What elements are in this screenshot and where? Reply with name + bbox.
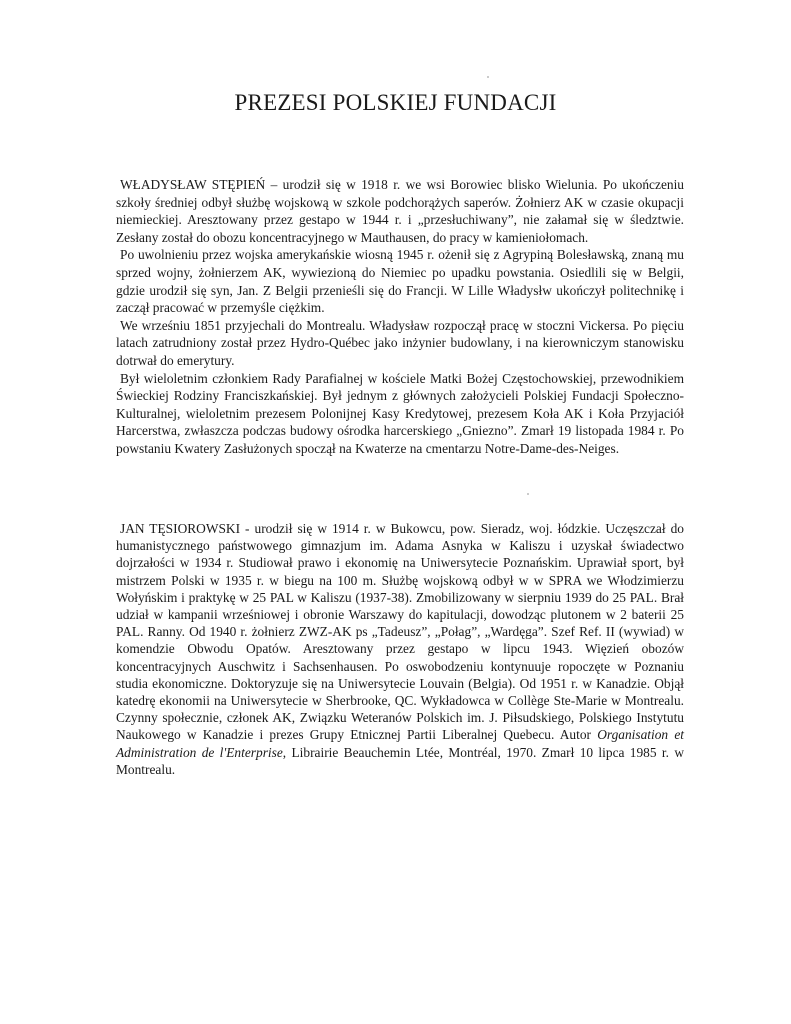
bio-paragraph: Po uwolnieniu przez wojska amerykańskie wiosną 1945 r. ożenił się z Agrypiną Bolesławską, znaną mu sprzed wojny, żołnierzem AK, wywiezioną do Niemiec po upadku powstania. Osiedlili się w Belgii, gdzie urodził się syn, Jan. Z Belgii przenieśli się do Francji. W Lille Władysłw ukończył politechnikę i zaczął pracować w przemyśle ciężkim. [116,247,684,316]
person-name: WŁADYSŁAW STĘPIEŃ [120,177,266,192]
bio-paragraph: Był wieloletnim członkiem Rady Parafialnej w kościele Matki Bożej Częstochowskiej, przewodnikiem Świeckiej Rodziny Franciszkańskiej. Był jednym z głównych założycieli Polskiej Fundacji Społeczno-Kulturalnej, wieloletnim prezesem Polonijnej Kasy Kredytowej, prezesem Koła AK i Koła Przyjaciół Harcerstwa, zwłaszcza podczas budowy ośrodka harcerskiego „Gniezno”. Zmarł 19 listopada 1984 r. Po powstaniu Kwatery Zasłużonych spoczął na Kwaterze na cmentarzu Notre-Dame-des-Neiges. [116,370,684,456]
bio-paragraph: JAN TĘSIOROWSKI - urodził się w 1914 r. w Bukowcu, pow. Sieradz, woj. łódzkie. Uczęszczał do humanistycznego państwowego gimnazjum im. Adama Asnyka w Kaliszu i uzyskał świadectwo dojrzałości w 1934 r. Studiował prawo i ekonomię na Uniwersytecie Poznańskim. Uprawiał sport, był mistrzem Polski w 1935 r. w biegu na 100 m. Służbę wojskową odbył w w SPRA we Włodzimierzu Wołyńskim i praktykę w 25 PAL w Kaliszu (1937-38). Zmobilizowany w sierpniu 1939 do 25 PAL. Brał udział w kampanii wrześniowej i obronie Warszawy do kapitulacji, dowodząc plutonem w 2 baterii 25 PAL. Ranny. Od 1940 r. żołnierz ZWZ-AK ps „Tadeusz”, „Połag”, „Wardęga”. Szef Ref. II (wywiad) w komendzie Obwodu Opatów. Aresztowany przez gestapo w lipcu 1943. Więzień obozów koncentracyjnych Auschwitz i Sachsenhausen. Po oswobodzeniu kontynuuje ropoczęte w Poznaniu studia ekonomiczne. Doktoryzuje się na Uniwersytecie Louvain (Belgia). Od 1951 r. w Kanadzie. Objął katedrę ekonomii na Uniwersytecie w Sherbrooke, QC. Wykładowca w Collège Ste-Marie w Montrealu. Czynny społecznie, członek AK, Związku Weteranów Polskich im. J. Piłsudskiego, Polskiego Instytutu Naukowego w Kanadzie i prezes Grupy Etnicznej Partii Liberalnej Quebecu. Autor Organisation et Administration de l'Enterprise, Librairie Beauchemin Ltée, Montréal, 1970. Zmarł 10 lipca 1985 r. w Montrealu. [116,521,684,777]
biography-stepien [116,176,684,458]
page-title: PREZESI POLSKIEJ FUNDACJI [234,90,557,115]
scan-speck [527,493,529,495]
bio-paragraph: We wrześniu 1851 przyjechali do Montrealu. Władysław rozpoczął pracę w stoczni Vickersa. Po pięciu latach zatrudniony został przez Hydro-Québec jako inżynier budowlany, i na kierowniczym stanowisku dotrwał do emerytury. [116,317,684,368]
scan-speck [487,76,489,78]
book-title: Organisation et Administration de l'Enterprise [116,727,684,760]
person-name: JAN TĘSIOROWSKI [120,521,241,536]
bio-paragraph: WŁADYSŁAW STĘPIEŃ – urodził się w 1918 r. we wsi Borowiec blisko Wielunia. Po ukończeniu szkoły średniej odbył służbę wojskową w szkole podchorążych saperów. Żołnierz AK w czasie okupacji niemieckiej. Aresztowany przez gestapo w 1944 r. i „przesłuchiwany”, nie załamał się w śledztwie. Zesłany został do obozu koncentracyjnego w Mauthausen, do pracy w kamieniołomach. [116,177,684,245]
biography-tesiorowski [116,520,684,778]
